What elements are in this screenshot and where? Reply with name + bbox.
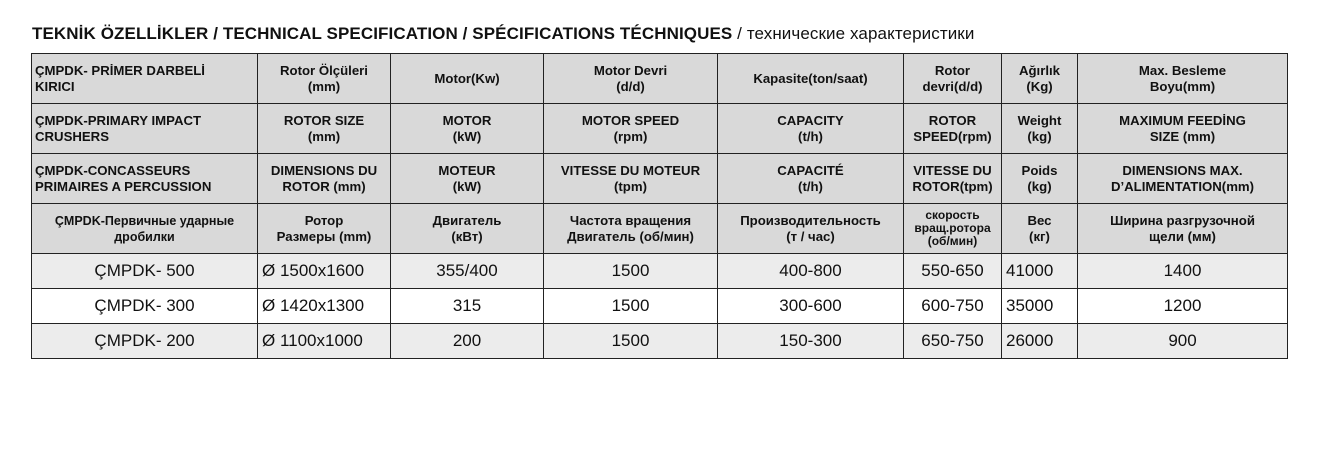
header-line: (kg): [1027, 128, 1052, 144]
cell-weight: 41000: [1002, 254, 1078, 289]
header-line: ÇMPDK-PRIMARY IMPACT: [35, 112, 202, 128]
header-cell-motor-speed: [544, 54, 718, 104]
header-line: VITESSE DU MOTEUR: [560, 162, 701, 178]
header-line: CRUSHERS: [35, 128, 110, 144]
cell-motor: 355/400: [391, 254, 544, 289]
header-line: MOTOR SPEED: [581, 112, 680, 128]
cell-weight: 35000: [1002, 289, 1078, 324]
header-line: (Kg): [1026, 78, 1053, 94]
header-line: (kg): [1027, 178, 1052, 194]
header-cell-rotor-speed: [904, 54, 1002, 104]
header-line: MOTEUR: [438, 162, 496, 178]
cell-capacity: 150-300: [718, 324, 904, 359]
title-separator: /: [732, 24, 747, 43]
header-row-ru: [32, 204, 1288, 254]
header-cell-capacity: [718, 104, 904, 154]
header-cell-weight: [1002, 104, 1078, 154]
header-line: скорость: [925, 208, 980, 222]
cell-rotor-size: Ø 1420x1300: [258, 289, 391, 324]
header-line: дробилки: [114, 229, 175, 244]
header-line: (mm): [307, 78, 341, 94]
header-line: PRIMAIRES A PERCUSSION: [35, 178, 212, 194]
header-cell-model: [32, 154, 258, 204]
header-line: Kapasite(ton/saat): [753, 70, 868, 86]
cell-motor-speed: 1500: [544, 254, 718, 289]
header-cell-rotor-size: [258, 104, 391, 154]
header-cell-feed-size: [1078, 104, 1288, 154]
header-line: (kW): [452, 178, 482, 194]
header-line: MOTOR: [442, 112, 492, 128]
header-line: Poids: [1021, 162, 1058, 178]
header-cell-motor-speed: [544, 154, 718, 204]
header-line: SIZE (mm): [1149, 128, 1216, 144]
cell-rotor-speed: 600-750: [904, 289, 1002, 324]
header-line: ROTOR SIZE: [283, 112, 365, 128]
header-line: ROTOR: [928, 112, 977, 128]
header-cell-model: [32, 204, 258, 254]
header-cell-motor-speed: [544, 104, 718, 154]
cell-capacity: 400-800: [718, 254, 904, 289]
table-row: [32, 289, 1288, 324]
header-line: Weight: [1017, 112, 1062, 128]
header-line: Размеры (mm): [276, 228, 372, 244]
cell-feed-size: 900: [1078, 324, 1288, 359]
header-line: (кВт): [451, 228, 483, 244]
header-line: KIRICI: [35, 78, 75, 94]
header-line: Производительность: [740, 212, 881, 228]
header-line: Вес: [1027, 212, 1052, 228]
header-line: (d/d): [616, 78, 645, 94]
header-line: CAPACITY: [777, 112, 844, 128]
cell-model: ÇMPDK- 200: [32, 324, 258, 359]
cell-motor-speed: 1500: [544, 324, 718, 359]
table-row: [32, 254, 1288, 289]
header-line: (об/мин): [927, 234, 978, 248]
spec-table-body: [32, 54, 1288, 359]
header-line: Motor Devri: [593, 62, 668, 78]
header-cell-motor: [391, 104, 544, 154]
header-cell-rotor-size: [258, 54, 391, 104]
header-line: (mm): [307, 128, 341, 144]
header-line: (kW): [452, 128, 482, 144]
header-cell-capacity: [718, 204, 904, 254]
header-cell-model: [32, 104, 258, 154]
header-cell-feed-size: [1078, 54, 1288, 104]
header-line: devri(d/d): [922, 78, 983, 94]
header-line: Ширина разгрузочной: [1110, 212, 1255, 228]
header-line: Двигатель: [432, 212, 502, 228]
cell-capacity: 300-600: [718, 289, 904, 324]
header-line: Rotor: [934, 62, 971, 78]
header-line: ROTOR (mm): [282, 178, 366, 194]
cell-motor: 315: [391, 289, 544, 324]
header-line: CAPACITÉ: [777, 162, 844, 178]
header-cell-feed-size: [1078, 154, 1288, 204]
header-cell-weight: [1002, 54, 1078, 104]
title-bold: TEKNİK ÖZELLİKLER / TECHNICAL SPECIFICATION / SPÉCIFICATIONS TÉCHNIQUES: [32, 24, 733, 43]
header-cell-weight: [1002, 154, 1078, 204]
header-cell-model: [32, 54, 258, 104]
header-row-en: [32, 104, 1288, 154]
header-line: ÇMPDK-CONCASSEURS: [35, 162, 191, 178]
cell-motor: 200: [391, 324, 544, 359]
header-line: ROTOR(tpm): [912, 178, 993, 194]
header-line: Rotor Ölçüleri: [280, 62, 368, 78]
header-cell-motor-speed: [544, 204, 718, 254]
table-row: [32, 324, 1288, 359]
header-line: вращ.ротора: [914, 221, 991, 235]
header-line: Ağırlık: [1018, 62, 1061, 78]
cell-model: ÇMPDK- 500: [32, 254, 258, 289]
header-cell-motor: [391, 154, 544, 204]
header-cell-feed-size: [1078, 204, 1288, 254]
header-cell-motor: [391, 54, 544, 104]
cell-rotor-size: Ø 1500x1600: [258, 254, 391, 289]
title-russian: технические характеристики: [746, 24, 975, 43]
header-cell-rotor-size: [258, 154, 391, 204]
header-line: (кг): [1029, 228, 1050, 244]
header-line: Motor(Kw): [434, 70, 500, 86]
header-row-fr: [32, 154, 1288, 204]
cell-weight: 26000: [1002, 324, 1078, 359]
header-line: DIMENSIONS MAX.: [1122, 162, 1243, 178]
header-line: (tpm): [614, 178, 647, 194]
header-cell-capacity: [718, 54, 904, 104]
header-line: DIMENSIONS DU: [270, 162, 378, 178]
cell-feed-size: 1200: [1078, 289, 1288, 324]
header-line: Boyu(mm): [1149, 78, 1216, 94]
header-line: (т / час): [786, 228, 835, 244]
header-line: SPEED(rpm): [913, 128, 992, 144]
cell-feed-size: 1400: [1078, 254, 1288, 289]
header-line: (t/h): [798, 128, 823, 144]
header-line: Двигатель (об/мин): [567, 228, 694, 244]
header-cell-rotor-speed: [904, 154, 1002, 204]
header-cell-rotor-size: [258, 204, 391, 254]
header-cell-motor: [391, 204, 544, 254]
header-line: Max. Besleme: [1138, 62, 1227, 78]
spec-table: [31, 53, 1288, 359]
header-line: (rpm): [613, 128, 648, 144]
header-line: ÇMPDK- PRİMER DARBELİ: [35, 62, 205, 78]
header-line: MAXIMUM FEEDİNG: [1119, 112, 1246, 128]
header-line: D’ALIMENTATION(mm): [1110, 178, 1255, 194]
cell-rotor-speed: 550-650: [904, 254, 1002, 289]
header-cell-weight: [1002, 204, 1078, 254]
header-line: (t/h): [798, 178, 823, 194]
cell-rotor-speed: 650-750: [904, 324, 1002, 359]
header-row-tr: [32, 54, 1288, 104]
header-line: Ротор: [304, 212, 344, 228]
header-cell-capacity: [718, 154, 904, 204]
header-line: Частота вращения: [569, 212, 692, 228]
page-title: [32, 24, 974, 44]
header-line: ÇMPDK-Первичные ударные: [54, 213, 235, 228]
cell-rotor-size: Ø 1100x1000: [258, 324, 391, 359]
header-line: щели (мм): [1149, 228, 1216, 244]
header-cell-rotor-speed: [904, 104, 1002, 154]
header-line: VITESSE DU: [913, 162, 992, 178]
cell-model: ÇMPDK- 300: [32, 289, 258, 324]
header-cell-rotor-speed: [904, 204, 1002, 254]
cell-motor-speed: 1500: [544, 289, 718, 324]
